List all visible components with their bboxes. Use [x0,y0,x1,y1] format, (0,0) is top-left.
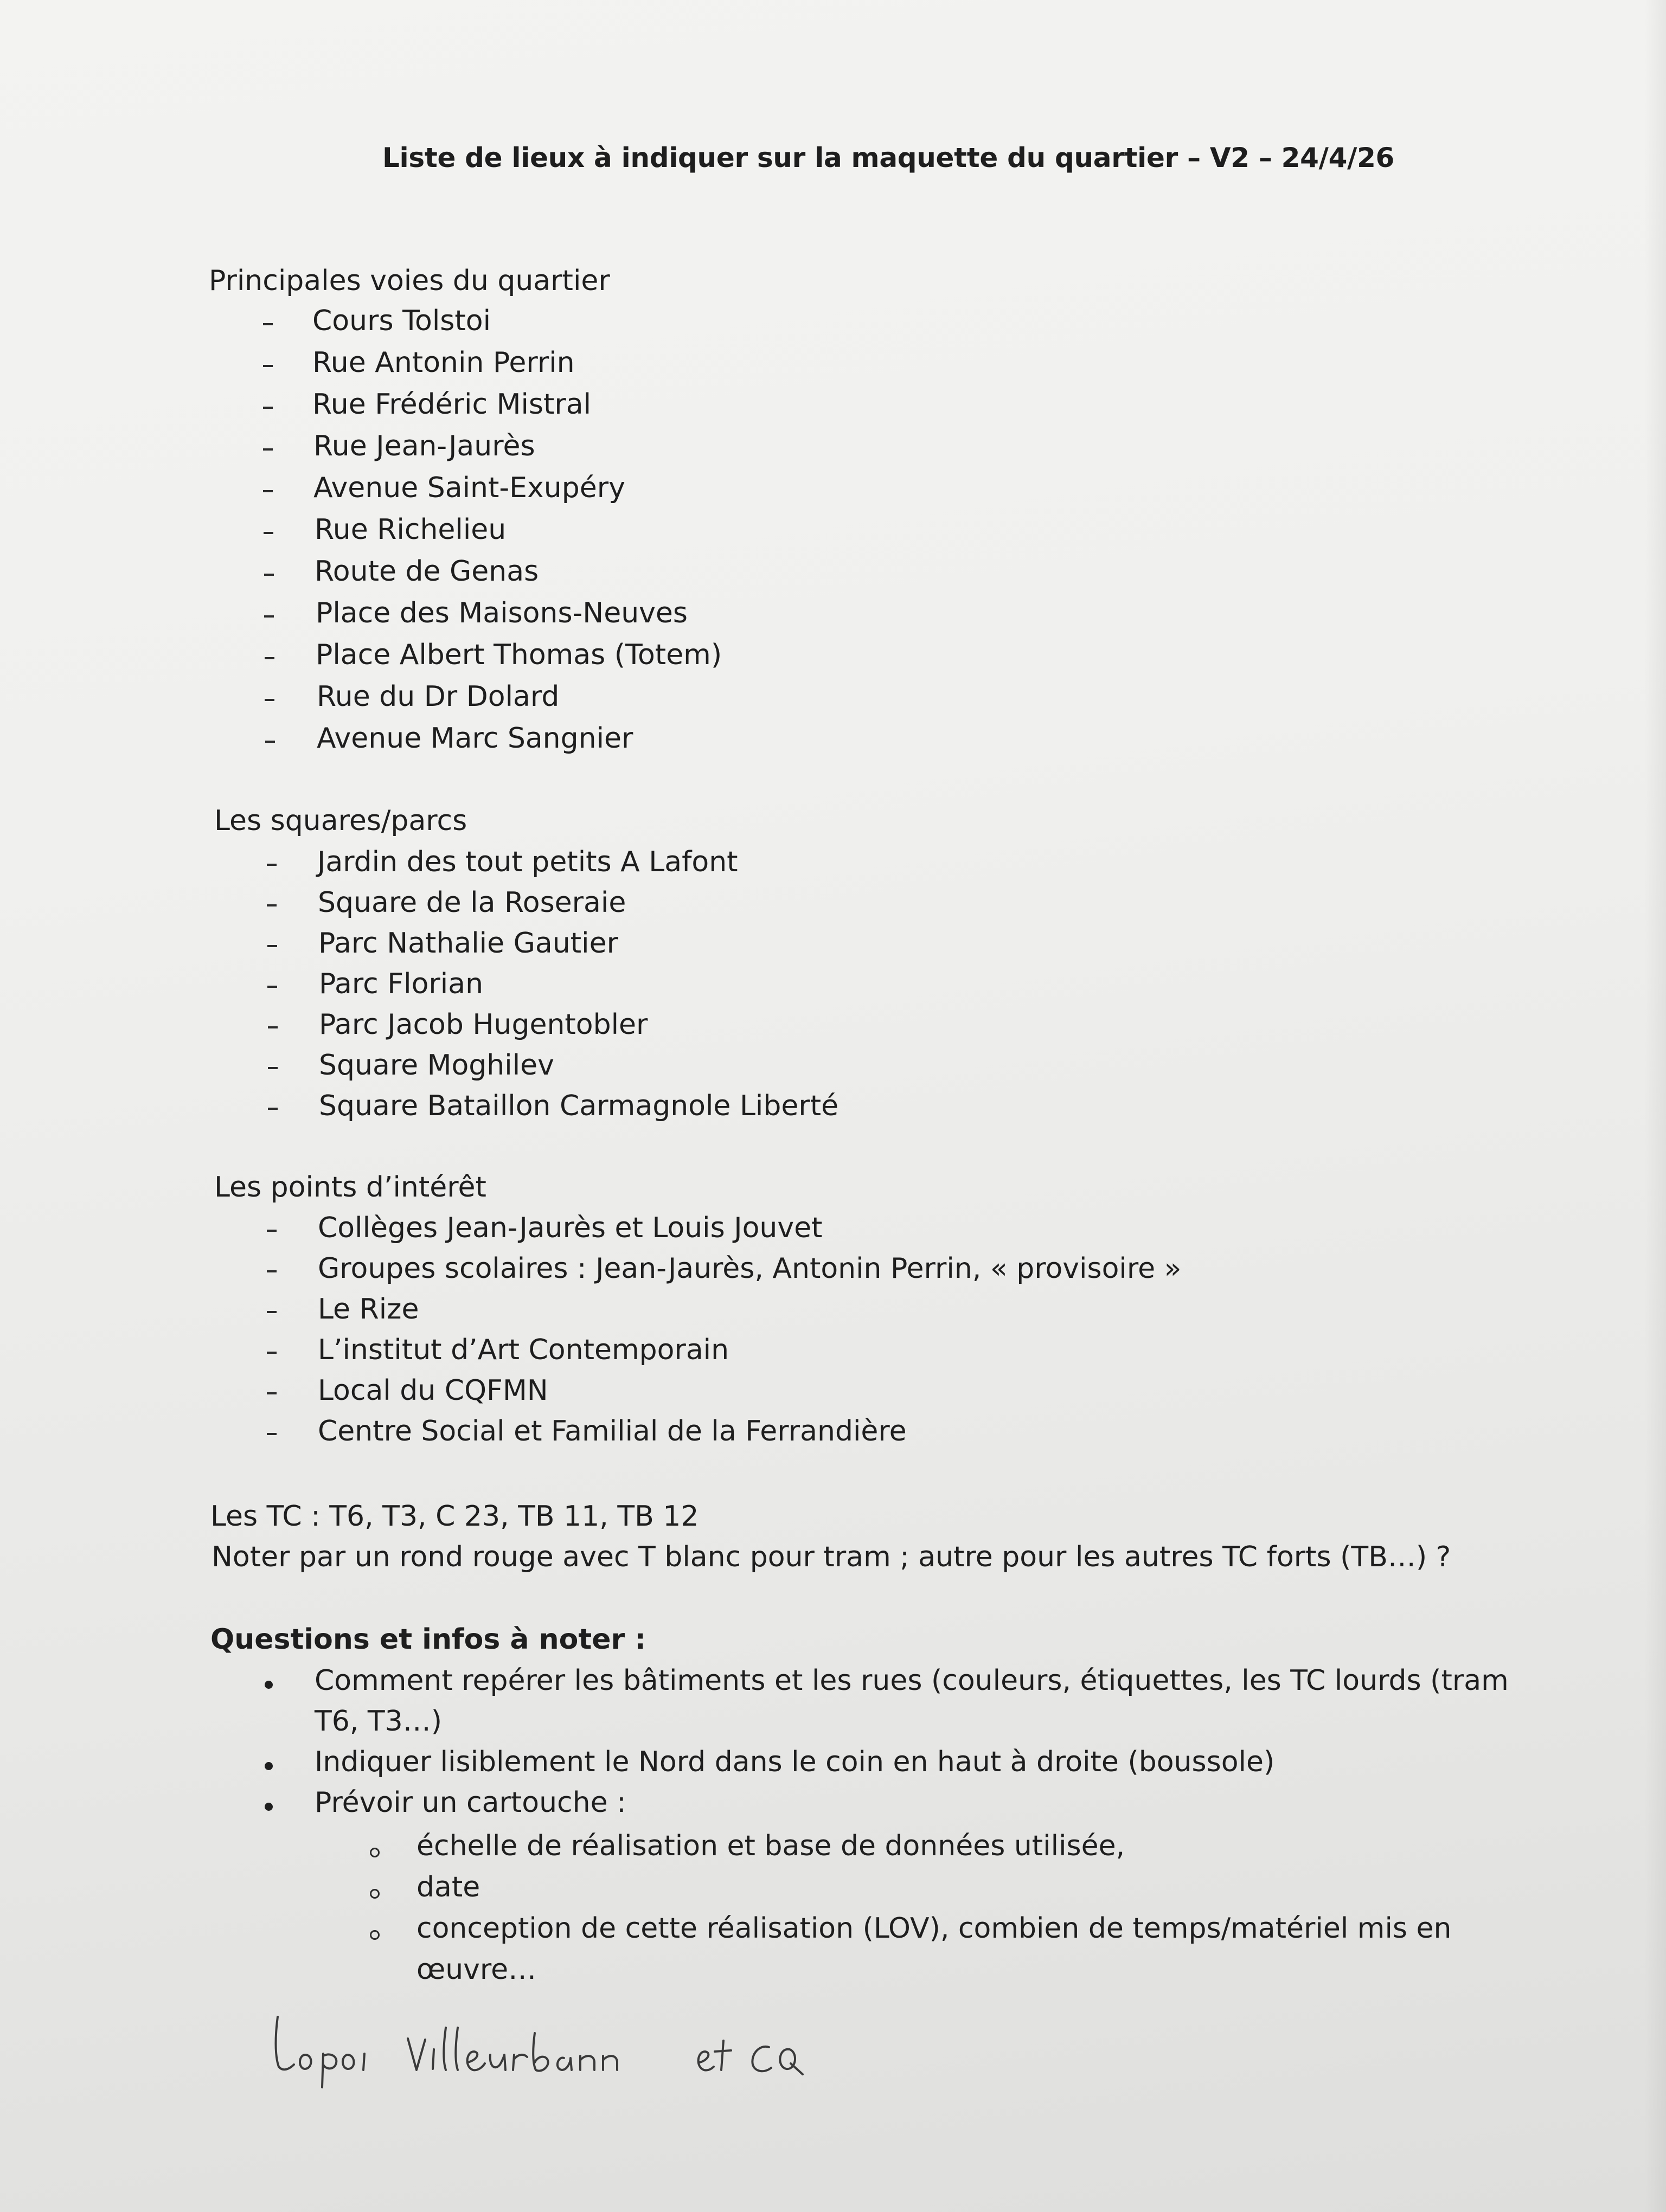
heading-parcs: Les squares/parcs [214,805,467,837]
dash-marker [267,1270,277,1272]
list-item: Comment repérer les bâtiments et les rues (couleurs, étiquettes, les TC lourds (tram [315,1664,1509,1697]
list-item: Rue du Dr Dolard [317,680,560,713]
dash-marker [263,448,273,451]
document-title: Liste de lieux à indiquer sur la maquette du quartier – V2 – 24/4/26 [382,142,1395,173]
dash-marker [263,323,273,325]
tc-note: Noter par un rond rouge avec T blanc pour tram ; autre pour les autres TC forts (TB…) ? [212,1541,1451,1573]
dash-marker [267,1311,277,1313]
list-item: Parc Florian [319,968,484,1000]
dash-marker [264,615,274,618]
list-item: Cours Tolstoi [312,305,491,337]
dash-marker [267,1392,277,1394]
list-item: Indiquer lisiblement le Nord dans le coin en haut à droite (boussole) [315,1746,1275,1778]
sublist-item: échelle de réalisation et base de données utilisée, [416,1830,1125,1862]
heading-questions: Questions et infos à noter : [210,1623,646,1656]
dash-marker [263,365,273,367]
dash-marker [268,1026,278,1028]
dash-marker [268,1067,278,1069]
sublist-item: conception de cette réalisation (LOV), combien de temps/matériel mis en [416,1912,1452,1945]
list-item: Prévoir un cartouche : [315,1786,626,1819]
dash-marker [265,741,275,743]
list-item: Rue Jean-Jaurès [313,430,535,462]
tc-lines: Les TC : T6, T3, C 23, TB 11, TB 12 [210,1500,699,1533]
bullet-marker [265,1762,273,1770]
list-item-continuation: T6, T3…) [315,1705,443,1738]
list-item: Rue Antonin Perrin [312,346,575,379]
dash-marker [263,490,273,492]
list-item: Avenue Marc Sangnier [317,722,633,755]
list-item: Rue Frédéric Mistral [312,388,592,421]
list-item: Le Rize [318,1293,419,1326]
list-item: L’institut d’Art Contemporain [318,1334,729,1366]
dash-marker [267,904,277,906]
circle-marker [370,1930,380,1940]
list-item: Parc Jacob Hugentobler [319,1008,648,1041]
list-item: Jardin des tout petits A Lafont [317,846,738,878]
dash-marker [268,1108,278,1110]
dash-marker [265,657,274,659]
dash-marker [264,574,274,576]
sublist-item-continuation: œuvre… [416,1953,537,1986]
handwritten-signature [271,2006,813,2093]
list-item: Groupes scolaires : Jean-Jaurès, Antonin Perrin, « provisoire » [318,1252,1182,1285]
list-item: Collèges Jean-Jaurès et Louis Jouvet [318,1212,823,1244]
list-item: Centre Social et Familial de la Ferrandière [318,1415,907,1448]
heading-voies: Principales voies du quartier [209,265,610,297]
list-item: Rue Richelieu [315,513,507,546]
list-item: Local du CQFMN [318,1374,548,1407]
dash-marker [267,1433,277,1435]
dash-marker [267,1230,277,1232]
list-item: Place Albert Thomas (Totem) [316,639,722,671]
list-item: Avenue Saint-Exupéry [313,472,625,504]
dash-marker [267,864,277,866]
dash-marker [263,407,273,409]
list-item: Route de Genas [315,555,539,588]
dash-marker [265,699,274,701]
list-item: Parc Nathalie Gautier [318,927,618,960]
list-item: Square Bataillon Carmagnole Liberté [319,1090,839,1122]
dash-marker [264,532,273,534]
heading-points: Les points d’intérêt [214,1171,486,1204]
dash-marker [267,986,277,988]
dash-marker [267,945,277,947]
list-item: Place des Maisons-Neuves [316,597,688,629]
list-item: Square de la Roseraie [318,886,626,919]
sublist-item: date [416,1871,480,1904]
circle-marker [370,1848,380,1857]
dash-marker [267,1352,277,1354]
bullet-marker [265,1803,273,1811]
circle-marker [370,1889,380,1899]
sheet-shadow-edge [1644,0,1666,2212]
list-item: Square Moghilev [319,1049,554,1082]
bullet-marker [265,1681,273,1689]
